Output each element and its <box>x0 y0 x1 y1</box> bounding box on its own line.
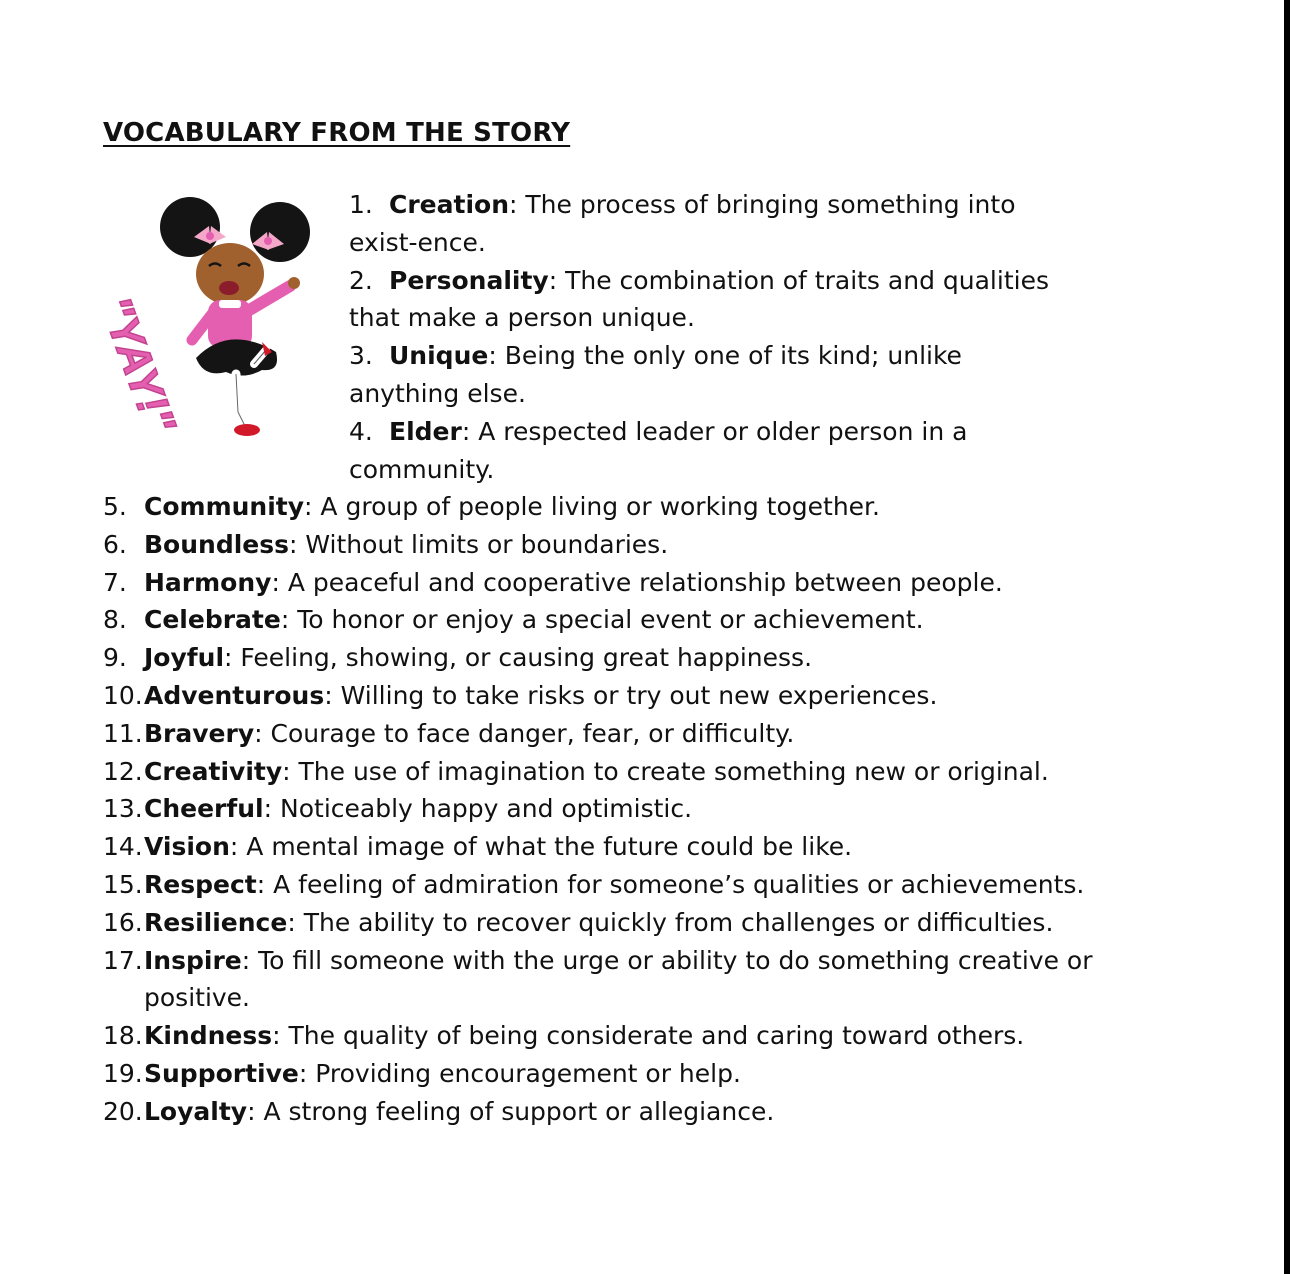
vocab-term: Harmony <box>144 567 272 597</box>
vocab-definition: A group of people living or working together. <box>320 492 880 521</box>
vocab-term: Creation <box>389 190 509 219</box>
vocab-definition: The use of imagination to create something new or original. <box>298 756 1049 786</box>
entry-number: 9. <box>103 643 127 673</box>
vocab-definition: To honor or enjoy a special event or achievement. <box>297 605 924 635</box>
entry-number: 1. <box>349 190 373 219</box>
vocab-term: Personality <box>389 265 549 295</box>
vocab-entry: 16.Resilience: The ability to recover quickly from challenges or difficulties. <box>103 904 1163 942</box>
entry-number: 11. <box>103 718 143 748</box>
vocab-definition: Being the only one of its kind; unlike anything else. <box>349 341 962 408</box>
vocab-entry: 20.Loyalty: A strong feeling of support or allegiance. <box>103 1093 1163 1131</box>
vocab-definition: A peaceful and cooperative relationship between people. <box>287 567 1003 597</box>
vocab-entry: 10.Adventurous: Willing to take risks or try out new experiences. <box>103 677 1163 715</box>
entry-number: 5. <box>103 492 127 521</box>
vocab-entry: 1. Creation: The process of bringing something into exist-ence. <box>349 186 1079 262</box>
vocab-definition: The process of bringing something into exist-ence. <box>349 190 1016 257</box>
vocab-entry: 5. Community: A group of people living or working together. <box>103 488 1163 526</box>
vocab-term: Celebrate <box>144 605 281 635</box>
vocab-definition: A respected leader or older person in a community. <box>349 416 968 484</box>
vocab-entry: 18.Kindness: The quality of being considerate and caring toward others. <box>103 1017 1163 1055</box>
entry-number: 18. <box>103 1021 143 1051</box>
vocab-definition: Without limits or boundaries. <box>305 529 669 559</box>
vocab-entry: 3. Unique: Being the only one of its kind; unlike anything else. <box>349 337 1079 413</box>
entry-number: 8. <box>103 605 127 635</box>
vocab-term: Vision <box>144 832 230 862</box>
entry-number: 19. <box>103 1058 143 1088</box>
entry-number: 12. <box>103 756 143 786</box>
vocab-entry: 6. Boundless: Without limits or boundaries. <box>103 526 1163 564</box>
vocab-entry: 9. Joyful: Feeling, showing, or causing great happiness. <box>103 639 1163 677</box>
vocab-definition: The quality of being considerate and caring toward others. <box>288 1021 1025 1051</box>
cheering-girl-illustration <box>66 192 326 452</box>
entry-number: 13. <box>103 794 143 824</box>
vocab-term: Adventurous <box>144 680 325 710</box>
vocab-term: Kindness <box>144 1021 273 1051</box>
vocab-definition: Courage to face danger, fear, or difficulty. <box>270 718 795 748</box>
vocab-definition: A strong feeling of support or allegiance. <box>263 1096 775 1126</box>
vocab-definition: To fill someone with the urge or ability to do something creative or positive. <box>144 945 1093 1013</box>
entry-number: 7. <box>103 567 127 597</box>
vocab-term: Boundless <box>144 529 290 559</box>
vocab-term: Cheerful <box>144 794 264 824</box>
vocab-term: Loyalty <box>144 1096 248 1126</box>
vocab-term: Joyful <box>144 643 225 673</box>
vocab-term: Unique <box>389 341 489 371</box>
vocab-entry: 8. Celebrate: To honor or enjoy a special event or achievement. <box>103 601 1163 639</box>
entry-number: 6. <box>103 529 127 559</box>
vocab-term: Supportive <box>144 1058 299 1088</box>
vocab-entry: 19.Supportive: Providing encouragement or help. <box>103 1055 1163 1093</box>
vocab-definition: A feeling of admiration for someone’s qualities or achievements. <box>273 869 1085 899</box>
entry-number: 10. <box>103 680 143 710</box>
vocab-entry: 11.Bravery: Courage to face danger, fear, or difficulty. <box>103 715 1163 753</box>
entry-number: 3. <box>349 341 373 371</box>
vocab-definition: The ability to recover quickly from challenges or difficulties. <box>303 907 1054 937</box>
entry-number: 16. <box>103 907 143 937</box>
entry-number: 14. <box>103 832 143 862</box>
entry-number: 17. <box>103 945 143 975</box>
entry-number: 15. <box>103 869 143 899</box>
vocab-term: Inspire <box>144 945 242 975</box>
vocab-definition: Providing encouragement or help. <box>315 1058 741 1088</box>
vocab-entry: 15.Respect: A feeling of admiration for someone’s qualities or achievements. <box>103 866 1163 904</box>
yay-text: "YAY!" <box>90 290 185 440</box>
vocab-entry: 7. Harmony: A peaceful and cooperative relationship between people. <box>103 564 1163 602</box>
vocab-term: Elder <box>389 416 462 446</box>
page-title: VOCABULARY FROM THE STORY <box>103 118 571 148</box>
entry-number: 2. <box>349 265 373 295</box>
vocabulary-intro-list <box>349 186 1079 488</box>
vocab-entry: 12.Creativity: The use of imagination to create something new or original. <box>103 753 1163 791</box>
page-edge-bar <box>1284 0 1290 1274</box>
vocab-term: Bravery <box>144 718 255 748</box>
vocab-entry: 13.Cheerful: Noticeably happy and optimistic. <box>103 790 1163 828</box>
vocab-term: Resilience <box>144 907 288 937</box>
entry-number: 20. <box>103 1096 143 1126</box>
vocab-entry: 2. Personality: The combination of traits and qualities that make a person unique. <box>349 262 1079 338</box>
vocab-term: Creativity <box>144 756 283 786</box>
vocab-definition: A mental image of what the future could be like. <box>246 832 853 862</box>
vocab-entry: 14.Vision: A mental image of what the future could be like. <box>103 828 1163 866</box>
vocab-definition: Noticeably happy and optimistic. <box>280 794 693 824</box>
vocab-definition: The combination of traits and qualities that make a person unique. <box>349 265 1049 333</box>
vocabulary-list <box>103 488 1163 1131</box>
entry-number: 4. <box>349 416 373 446</box>
vocab-entry: 4. Elder: A respected leader or older person in a community. <box>349 413 1079 489</box>
vocab-term: Community <box>144 492 305 521</box>
vocab-entry: 17.Inspire: To fill someone with the urge or ability to do something creative or positive. <box>103 942 1163 1018</box>
vocab-definition: Willing to take risks or try out new experiences. <box>340 680 938 710</box>
vocab-definition: Feeling, showing, or causing great happiness. <box>240 643 813 673</box>
vocab-term: Respect <box>144 869 257 899</box>
